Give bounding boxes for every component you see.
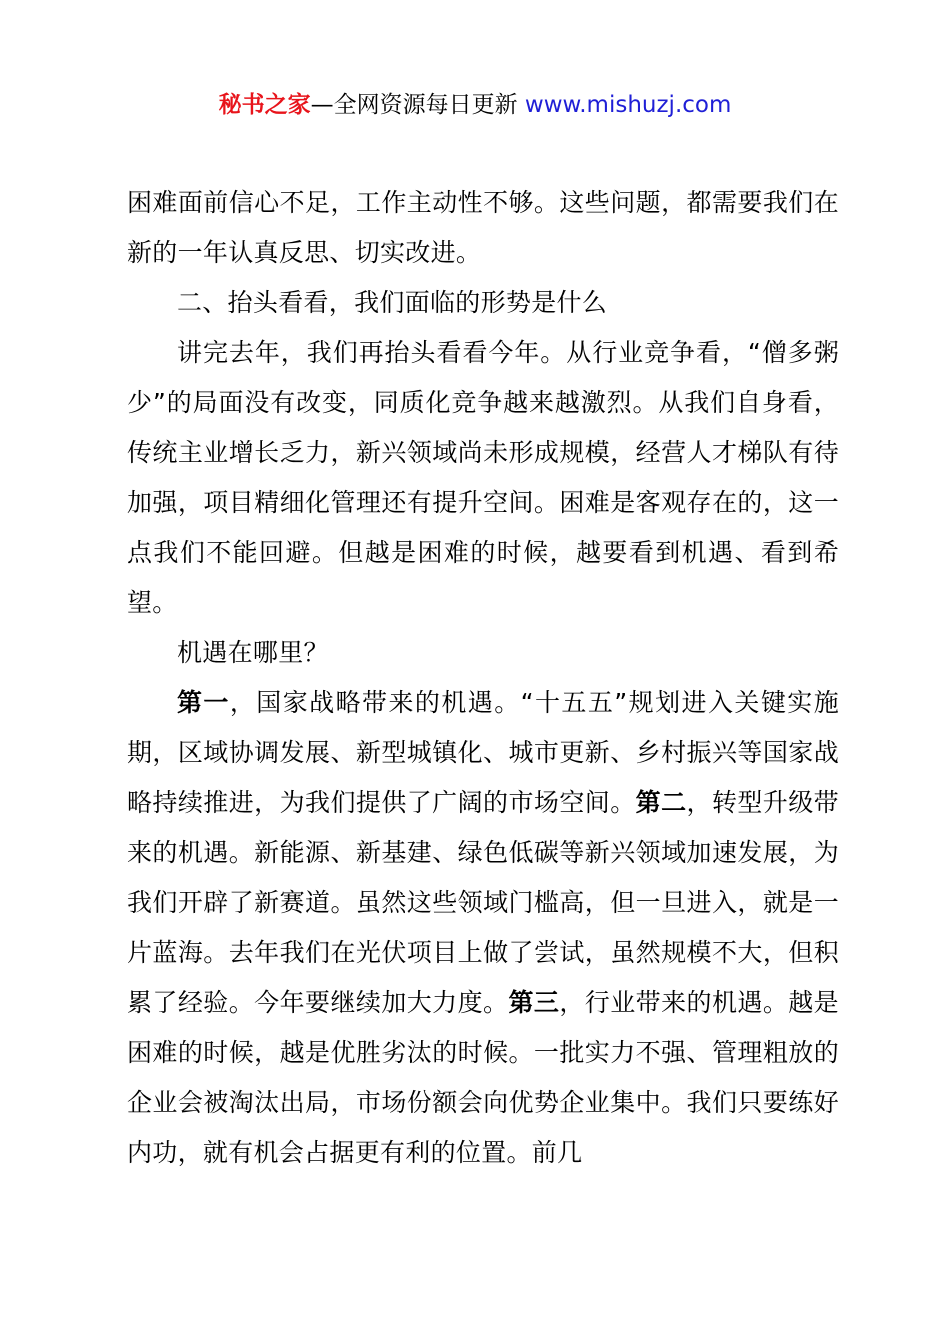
point-second-text: ，转型升级带来的机遇。新能源、新基建、绿色低碳等新兴领域加速发展，为我们开辟了新赛道。虽然这些领域门槛高，但一旦进入，就是一片蓝海。去年我们在光伏项目上做了尝试，虽然规模不大，但积累了经验。今年要继续加大力度。	[127, 788, 839, 1017]
brand-name: 秘书之家	[218, 92, 311, 118]
paragraph-question: 机遇在哪里？	[177, 638, 329, 667]
point-third-text: ，行业带来的机遇。越是困难的时候，越是优胜劣汰的时候。一批实力不强、管理粗放的企业会被淘汰出局，市场份额会向优势企业集中。我们只要练好内功，就有机会占据更有利的位置。前几	[127, 988, 839, 1167]
section-heading: 二、抬头看看，我们面临的形势是什么	[177, 288, 608, 317]
header-slogan: —全网资源每日更新	[310, 92, 525, 118]
point-second-label: 第二	[635, 788, 687, 817]
document-body	[127, 178, 839, 1178]
point-third-label: 第三	[508, 988, 560, 1017]
paragraph-situation: 讲完去年，我们再抬头看看今年。从行业竞争看，“僧多粥少”的局面没有改变，同质化竞争越来越激烈。从我们自身看，传统主业增长乏力，新兴领域尚未形成规模，经营人才梯队有待加强，项目精细化管理还有提升空间。困难是客观存在的，这一点我们不能回避。但越是困难的时候，越要看到机遇、看到希望。	[127, 338, 839, 617]
paragraph-opportunities	[127, 678, 839, 1178]
site-url-link[interactable]: www.mishuzj.com	[524, 92, 732, 118]
page-header	[0, 88, 950, 122]
paragraph-continuation: 困难面前信心不足，工作主动性不够。这些问题，都需要我们在新的一年认真反思、切实改进。	[127, 188, 839, 267]
point-first-text: ，国家战略带来的机遇。“十五五”规划进入关键实施期，区域协调发展、新型城镇化、城市更新、乡村振兴等国家战略持续推进，为我们提供了广阔的市场空间。	[127, 688, 839, 817]
point-first-label: 第一	[177, 688, 230, 717]
